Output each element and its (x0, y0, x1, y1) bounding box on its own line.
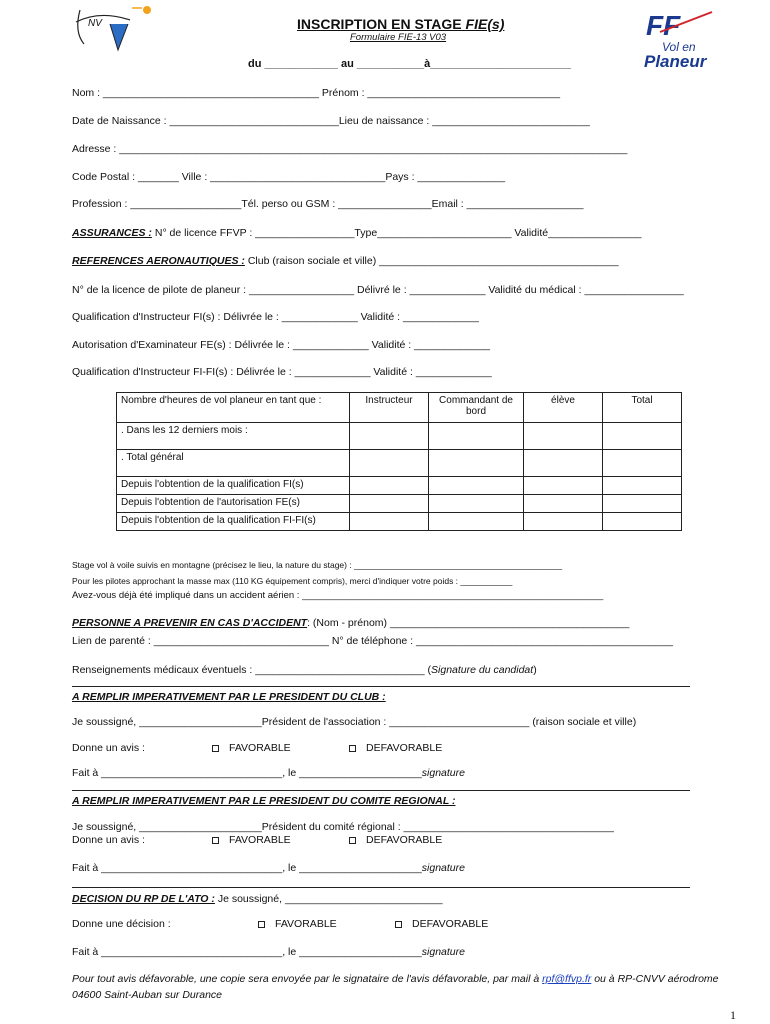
regional-president-heading: A REMPLIR IMPERATIVEMENT PAR LE PRESIDENT DU COMITE REGIONAL : (72, 795, 456, 807)
postal-field-line[interactable]: Code Postal : _______ Ville : ______________________________Pays : _______________ (72, 171, 506, 183)
divider (72, 686, 690, 687)
footer-address: 04600 Saint-Auban sur Durance (72, 989, 223, 1001)
table-cell[interactable] (524, 495, 603, 513)
fe-authorisation-line[interactable]: Autorisation d'Examinateur FE(s) : Délivrée le : _____________ Validité : _____________ (72, 339, 490, 351)
emergency-contact-line[interactable] (72, 617, 629, 629)
club-defavorable-option[interactable] (349, 742, 442, 754)
table-cell[interactable] (603, 477, 682, 495)
ffvp-logo-planeur: Planeur (644, 52, 707, 71)
table-header-total: Total (603, 393, 682, 423)
table-cell[interactable] (429, 423, 524, 450)
medical-info-field[interactable]: Renseignements médicaux éventuels : _____________________________ ( (72, 664, 432, 676)
medical-info-close: ) (533, 664, 537, 676)
rp-decision-line[interactable] (72, 893, 443, 905)
table-row (117, 513, 682, 531)
table-cell[interactable] (524, 450, 603, 477)
checkbox-icon[interactable] (395, 921, 402, 928)
table-row-label: . Total général (117, 450, 350, 477)
ffvp-logo-vol: Vol en (662, 40, 696, 54)
rp-fait-line[interactable] (72, 946, 465, 958)
regional-fait-line[interactable] (72, 862, 465, 874)
club-fait-line[interactable] (72, 767, 465, 779)
table-row (117, 495, 682, 513)
rp-favorable-option[interactable] (258, 918, 337, 930)
profession-field-line[interactable]: Profession : ___________________Tél. perso ou GSM : ________________Email : ____________________ (72, 198, 584, 210)
club-defavorable-label: DEFAVORABLE (366, 742, 443, 754)
rp-defavorable-option[interactable] (395, 918, 488, 930)
regional-signature-label: signature (421, 862, 465, 874)
title-italic: FIE(s) (465, 16, 505, 32)
club-president-heading: A REMPLIR IMPERATIVEMENT PAR LE PRESIDENT DU CLUB : (72, 691, 386, 703)
title-prefix: INSCRIPTION EN STAGE (297, 16, 466, 32)
rp-soussigne-field[interactable]: Je soussigné, ___________________________ (217, 893, 443, 905)
table-header-eleve: élève (524, 393, 603, 423)
club-field[interactable]: Club (raison sociale et ville) _________________________________________ (247, 255, 619, 267)
mountain-stage-line[interactable]: Stage vol à voile suivis en montagne (précisez le lieu, la nature du stage) : ____________________________________________ (72, 560, 563, 570)
regional-avis-label: Donne un avis : (72, 834, 145, 846)
regional-fait-field[interactable]: Fait à _______________________________, le _____________________ (72, 862, 422, 874)
table-header-role: Nombre d'heures de vol planeur en tant que : (117, 393, 350, 423)
candidate-signature-label: Signature du candidat (431, 664, 534, 676)
regional-soussigne-line[interactable]: Je soussigné, _____________________Président du comité régional : ____________________________________ (72, 821, 614, 833)
table-row (117, 450, 682, 477)
table-cell[interactable] (429, 513, 524, 531)
rp-defavorable-label: DEFAVORABLE (412, 918, 489, 930)
checkbox-icon[interactable] (349, 745, 356, 752)
table-cell[interactable] (524, 513, 603, 531)
rp-fait-field[interactable]: Fait à _______________________________, le _____________________ (72, 946, 422, 958)
table-cell[interactable] (350, 423, 429, 450)
table-row-label: Depuis l'obtention de la qualification FI-FI(s) (117, 513, 350, 531)
table-header-row (117, 393, 682, 423)
page-number: 1 (730, 1008, 736, 1022)
form-reference: Formulaire FIE-13 V03 (350, 32, 447, 43)
regional-favorable-option[interactable] (212, 834, 291, 846)
ffvp-logo (642, 10, 722, 72)
assurances-fields[interactable]: N° de licence FFVP : _________________Type_______________________ Validité________________ (154, 227, 642, 239)
page-title (297, 16, 504, 32)
table-cell[interactable] (350, 450, 429, 477)
club-soussigne-line[interactable]: Je soussigné, _____________________Président de l'association : ________________________ (raison sociale et ville) (72, 716, 637, 728)
birth-field-line[interactable]: Date de Naissance : _____________________________Lieu de naissance : ___________________________ (72, 115, 590, 127)
table-cell[interactable] (350, 477, 429, 495)
table-cell[interactable] (429, 495, 524, 513)
regional-defavorable-label: DEFAVORABLE (366, 834, 443, 846)
regional-defavorable-option[interactable] (349, 834, 442, 846)
medical-info-line[interactable] (72, 664, 537, 676)
rp-favorable-label: FAVORABLE (275, 918, 337, 930)
table-cell[interactable] (603, 423, 682, 450)
regional-favorable-label: FAVORABLE (229, 834, 291, 846)
checkbox-icon[interactable] (212, 837, 219, 844)
table-cell[interactable] (603, 513, 682, 531)
emergency-label: PERSONNE A PREVENIR EN CAS D'ACCIDENT (72, 617, 308, 629)
table-row-label: Depuis l'obtention de la qualification FI(s) (117, 477, 350, 495)
table-row-label: Depuis l'obtention de l'autorisation FE(s) (117, 495, 350, 513)
flight-hours-table (116, 392, 682, 531)
email-link[interactable]: rpf@ffvp.fr (542, 973, 592, 985)
references-label: REFERENCES AERONAUTIQUES : (72, 255, 245, 267)
accident-line[interactable]: Avez-vous déjà été impliqué dans un accident aérien : _________________________________________________________ (72, 590, 604, 601)
fifi-qualification-line[interactable]: Qualification d'Instructeur FI-FI(s) : Délivrée le : _____________ Validité : _____________ (72, 366, 492, 378)
footer-note-text: Pour tout avis défavorable, une copie sera envoyée par le signataire de l'avis défavorable, par mail à (72, 973, 543, 985)
table-cell[interactable] (603, 450, 682, 477)
checkbox-icon[interactable] (212, 745, 219, 752)
weight-line[interactable]: Pour les pilotes approchant la masse max (110 KG équipement compris), merci d'indiquer votre poids : ___________ (72, 576, 513, 586)
rp-signature-label: signature (421, 946, 465, 958)
address-field-line[interactable]: Adresse : _______________________________________________________________________________________ (72, 143, 628, 155)
relation-line[interactable]: Lien de parenté : ______________________________ N° de téléphone : ____________________________________________ (72, 635, 673, 647)
assurances-line[interactable] (72, 227, 642, 239)
references-line[interactable] (72, 255, 619, 267)
licence-field-line[interactable]: N° de la licence de pilote de planeur : __________________ Délivré le : _____________ Validité du médical : _________________ (72, 284, 684, 296)
table-row (117, 423, 682, 450)
name-field-line[interactable]: Nom : _____________________________________ Prénom : _________________________________ (72, 87, 561, 99)
ffvp-logo-ff: FF (646, 10, 681, 41)
club-favorable-label: FAVORABLE (229, 742, 291, 754)
cnvv-logo-text: NV (88, 18, 102, 29)
table-cell[interactable] (603, 495, 682, 513)
table-row (117, 477, 682, 495)
table-row-label: . Dans les 12 derniers mois : (117, 423, 350, 450)
rp-decision-label: DECISION DU RP DE L'ATO : (72, 893, 215, 905)
divider (72, 887, 690, 888)
assurances-label: ASSURANCES : (72, 227, 152, 239)
table-cell[interactable] (350, 513, 429, 531)
table-cell[interactable] (350, 495, 429, 513)
table-header-instructeur: Instructeur (350, 393, 429, 423)
emergency-name-field[interactable]: : (Nom - prénom) _________________________________________ (307, 617, 630, 629)
cnvv-logo (70, 2, 160, 62)
footer-note-suffix: ou à RP-CNVV aérodrome (591, 973, 719, 985)
table-header-commandant: Commandant de bord (429, 393, 524, 423)
rp-decision-prompt: Donne une décision : (72, 918, 171, 930)
divider (72, 790, 690, 791)
checkbox-icon[interactable] (349, 837, 356, 844)
table-cell[interactable] (429, 450, 524, 477)
table-cell[interactable] (524, 423, 603, 450)
fi-qualification-line[interactable]: Qualification d'Instructeur FI(s) : Délivrée le : _____________ Validité : _____________ (72, 311, 479, 323)
table-cell[interactable] (429, 477, 524, 495)
club-fait-field[interactable]: Fait à _______________________________, le _____________________ (72, 767, 422, 779)
stage-dates-line[interactable]: du ____________ au ___________à_______________________ (248, 58, 571, 70)
club-avis-label: Donne un avis : (72, 742, 145, 754)
club-signature-label: signature (421, 767, 465, 779)
club-favorable-option[interactable] (212, 742, 291, 754)
table-cell[interactable] (524, 477, 603, 495)
checkbox-icon[interactable] (258, 921, 265, 928)
footer-note (72, 973, 719, 985)
